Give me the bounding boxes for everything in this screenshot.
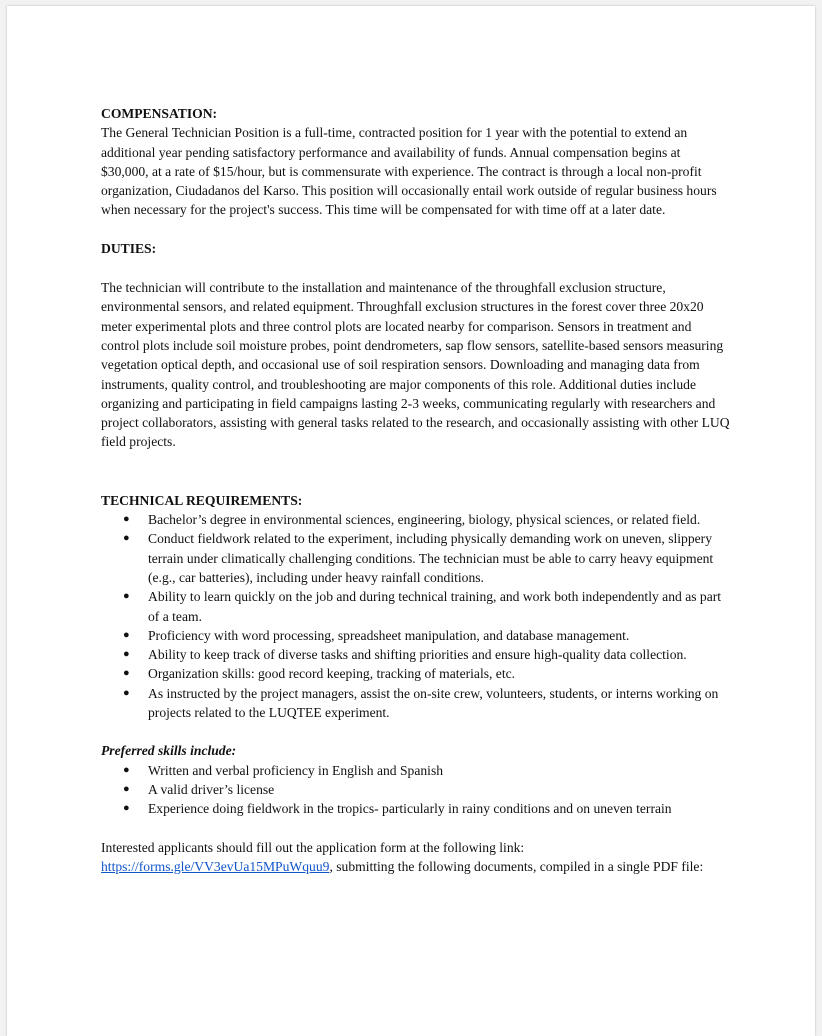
list-item	[101, 626, 731, 645]
list-item-text: Organization skills: good record keeping, tracking of materials, etc.	[148, 666, 516, 682]
technical-requirements-list	[101, 510, 731, 722]
list-item	[101, 761, 731, 780]
duties-heading: DUTIES:	[101, 240, 157, 256]
application-intro: Interested applicants should fill out the application form at the following link:	[101, 839, 525, 855]
list-item-text: Conduct fieldwork related to the experiment, including physically demanding work on uneven, slippery terrain under climatically challenging conditions. The technician must be able to carry heavy equipment (e.g., car batteries), including under heavy rainfall conditions.	[148, 531, 714, 585]
document-page	[7, 6, 815, 1036]
bullet-icon: ●	[123, 648, 130, 661]
list-item	[101, 684, 731, 723]
list-item-text: Bachelor’s degree in environmental sciences, engineering, biology, physical sciences, or related field.	[148, 512, 701, 528]
bullet-icon: ●	[123, 782, 130, 795]
duties-body: The technician will contribute to the installation and maintenance of the throughfall exclusion structure, environmental sensors, and related equipment. Throughfall exclusion structures in the forest cover three 20x20 meter experimental plots and three control plots are located nearby for comparison. Sensors in treatment and control plots include soil moisture probes, point dendrometers, sap flow sensors, satellite-based sensors measuring vegetation optical depth, and occasional use of soil respiration sensors. Downloading and managing data from instruments, quality control, and troubleshooting are major components of this role. Additional duties include organizing and participating in field campaigns lasting 2-3 weeks, communicating regularly with researchers and project collaborators, assisting with general tasks related to the research, and occasionally assisting with other LUQ field projects.	[101, 280, 730, 450]
list-item-text: Written and verbal proficiency in English and Spanish	[148, 762, 444, 778]
bullet-icon: ●	[123, 763, 130, 776]
preferred-skills-list	[101, 761, 731, 819]
bullet-icon: ●	[123, 667, 130, 680]
list-item	[101, 664, 731, 683]
list-item	[101, 510, 731, 529]
technical-requirements-heading: TECHNICAL REQUIREMENTS:	[101, 492, 303, 508]
bullet-icon: ●	[123, 532, 130, 545]
list-item-text: A valid driver’s license	[148, 781, 275, 797]
bullet-icon: ●	[123, 590, 130, 603]
list-item	[101, 780, 731, 799]
list-item-text: As instructed by the project managers, assist the on-site crew, volunteers, students, or interns working on projects related to the LUQTEE experiment.	[148, 685, 719, 721]
list-item-text: Proficiency with word processing, spreadsheet manipulation, and database management.	[148, 627, 630, 643]
application-after-link: , submitting the following documents, compiled in a single PDF file:	[329, 858, 704, 874]
application-paragraph	[101, 838, 731, 877]
list-item	[101, 799, 731, 818]
list-item	[101, 645, 731, 664]
list-item-text: Ability to learn quickly on the job and during technical training, and work both independently and as part of a team.	[148, 589, 722, 624]
list-item	[101, 587, 731, 626]
list-item-text: Experience doing fieldwork in the tropics- particularly in rainy conditions and on uneven terrain	[148, 801, 672, 817]
application-form-link[interactable]: https://forms.gle/VV3evUa15MPuWquu9	[101, 858, 330, 874]
bullet-icon: ●	[123, 513, 130, 526]
bullet-icon: ●	[123, 686, 130, 699]
document-content	[101, 104, 731, 876]
list-item	[101, 529, 731, 587]
compensation-heading: COMPENSATION:	[101, 106, 218, 121]
compensation-body: The General Technician Position is a full-time, contracted position for 1 year with the potential to extend an additional year pending satisfactory performance and availability of funds. Annual compensation begins at $30,000, at a rate of $15/hour, but is commensurate with experience. The contract is through a local non-profit organization, Ciudadanos del Karso. This position will occasionally entail work outside of regular business hours when necessary for the project's success. This time will be compensated for with time off at a later date.	[101, 125, 717, 218]
list-item-text: Ability to keep track of diverse tasks and shifting priorities and ensure high-quality data collection.	[148, 647, 687, 663]
bullet-icon: ●	[123, 628, 130, 641]
bullet-icon: ●	[123, 802, 130, 815]
preferred-skills-heading: Preferred skills include:	[101, 743, 237, 759]
